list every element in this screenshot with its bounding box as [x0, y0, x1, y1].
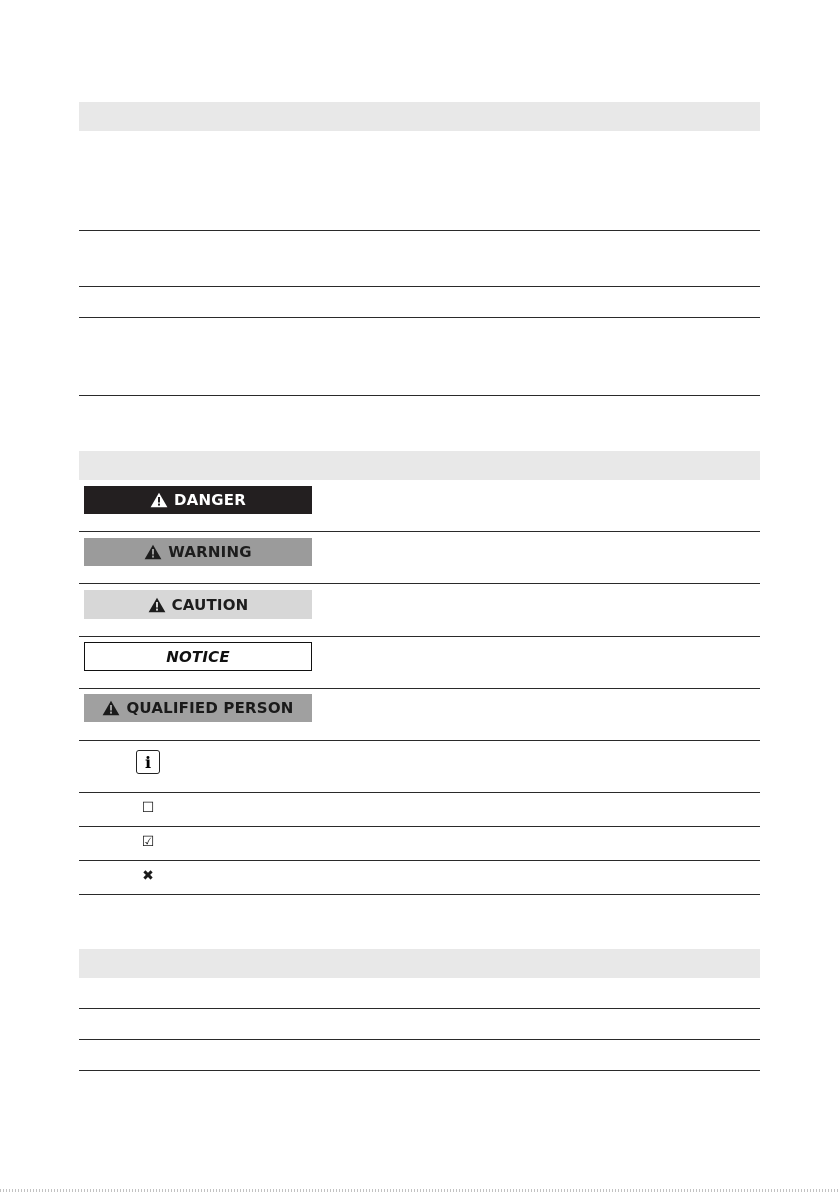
cross-icon: ✖ [142, 868, 154, 884]
table-row-divider [79, 636, 760, 637]
table-row-divider [79, 792, 760, 793]
table-row-divider [79, 1008, 760, 1009]
table-row-divider [79, 317, 760, 318]
table-row-divider [79, 1039, 760, 1040]
danger-badge [84, 486, 312, 514]
table-row-divider [79, 688, 760, 689]
table-header-bar-2 [79, 451, 760, 480]
table-header-bar-1 [79, 102, 760, 131]
warning-label: WARNING [168, 543, 252, 561]
info-icon: i [136, 750, 160, 774]
notice-label: NOTICE [166, 647, 230, 666]
table-row-divider [79, 1070, 760, 1071]
warning-triangle-icon [150, 492, 168, 508]
table-row-divider [79, 583, 760, 584]
checkbox-checked-icon: ☑ [141, 834, 155, 850]
table-row-divider [79, 395, 760, 396]
table-row-divider [79, 531, 760, 532]
warning-triangle-icon [148, 597, 166, 613]
table-row-divider [79, 740, 760, 741]
warning-triangle-icon [102, 700, 120, 716]
table-row-divider [79, 230, 760, 231]
qualified-person-badge [84, 694, 312, 722]
notice-badge [84, 642, 312, 671]
table-row-divider [79, 894, 760, 895]
warning-triangle-icon [144, 544, 162, 560]
danger-label: DANGER [174, 491, 246, 509]
caution-badge [84, 590, 312, 619]
table-row-divider [79, 286, 760, 287]
table-row-divider [79, 826, 760, 827]
caution-label: CAUTION [171, 595, 249, 614]
warning-badge [84, 538, 312, 566]
qualified-person-label: QUALIFIED PERSON [126, 699, 294, 717]
table-header-bar-3 [79, 949, 760, 978]
checkbox-empty-icon: ☐ [141, 800, 155, 816]
table-row-divider [79, 860, 760, 861]
